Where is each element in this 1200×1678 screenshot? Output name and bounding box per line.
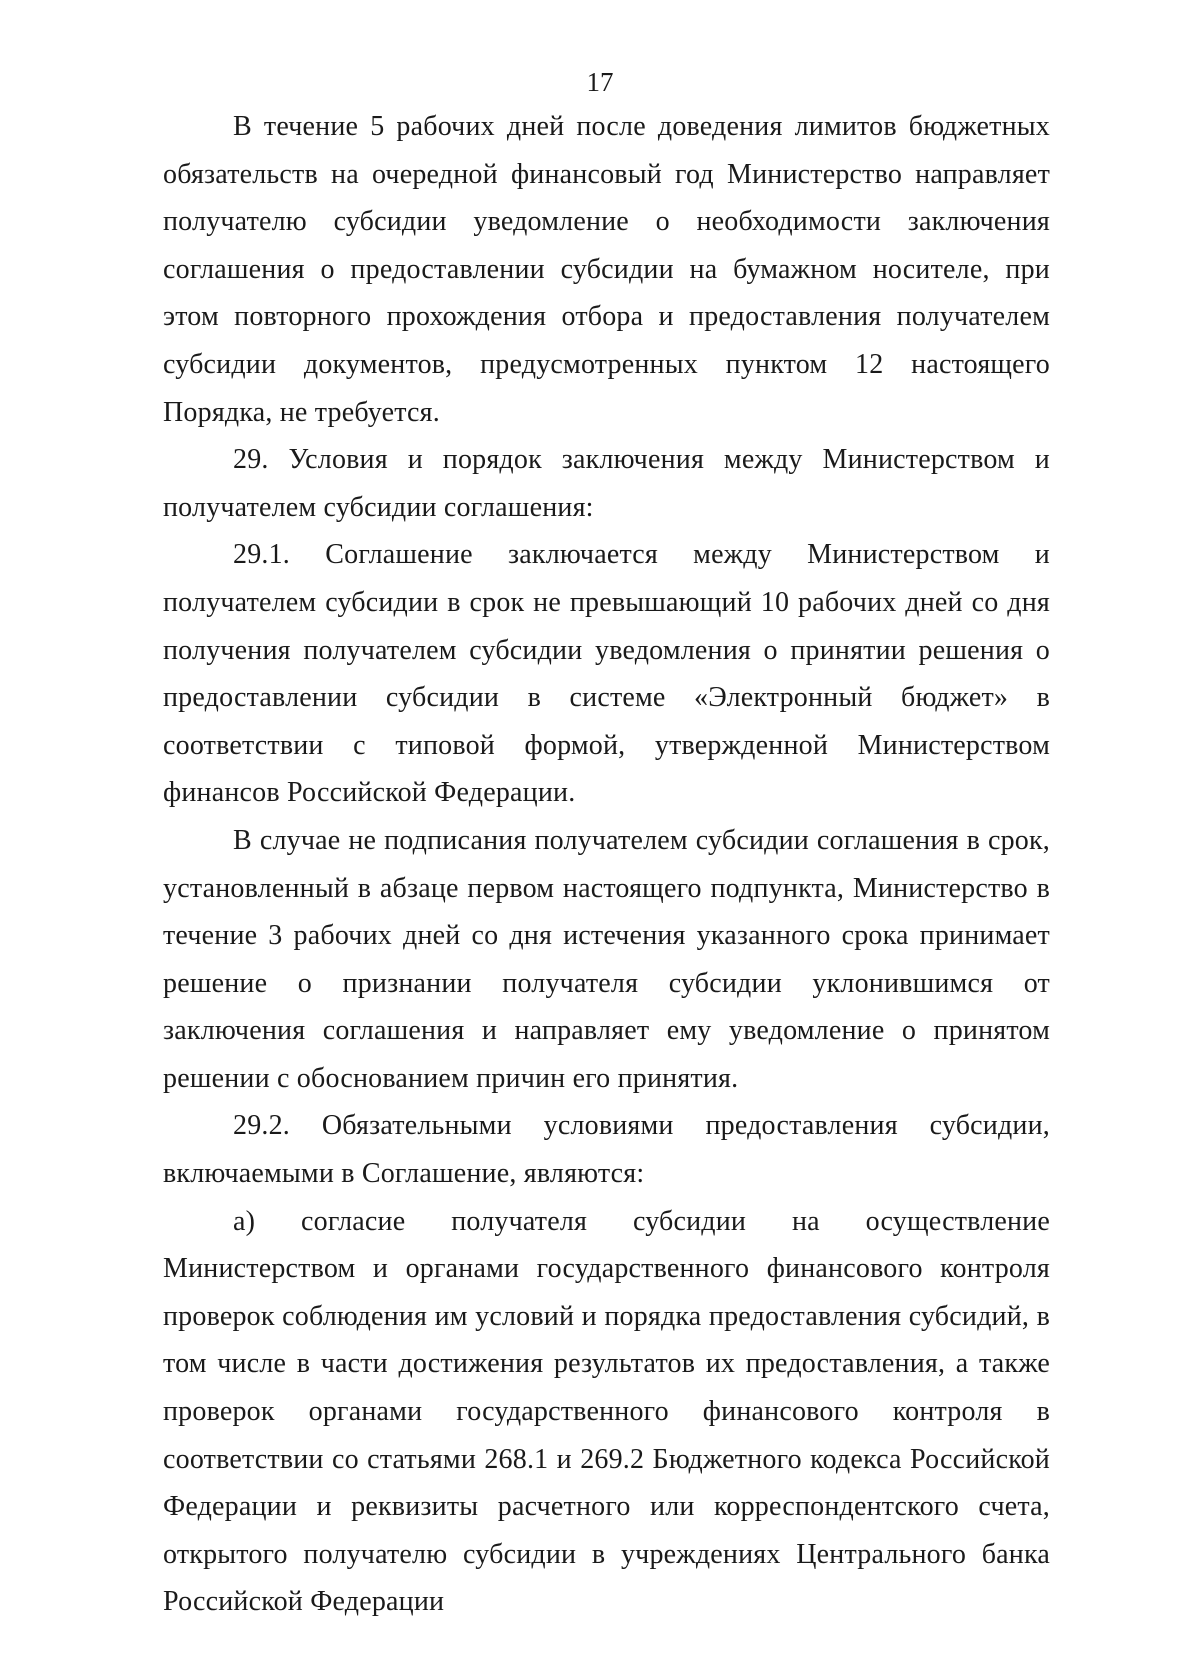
- paragraph-non-signing: В случае не подписания получателем субсидии соглашения в срок, установленный в абзаце первом настоящего подпункта, Министерство в течение 3 рабочих дней со дня истечения указанного срока принимает решение о признании получателя субсидии уклонившимся от заключения соглашения и направляет ему уведомление о принятом решении с обоснованием причин его принятия.: [163, 824, 1050, 1094]
- paragraph-item-29-1: 29.1. Соглашение заключается между Министерством и получателем субсидии в срок не превышающий 10 рабочих дней со дня получения получателем субсидии уведомления о принятии решения о предоставлении субсидии в системе «Электронный бюджет» в соответствии с типовой формой, утвержденной Министерством финансов Российской Федерации.: [163, 539, 1050, 809]
- document-body: [163, 103, 1050, 1626]
- paragraph-item-29: 29. Условия и порядок заключения между Министерством и получателем субсидии соглашения:: [163, 444, 1050, 523]
- paragraph-notice-limits: В течение 5 рабочих дней после доведения лимитов бюджетных обязательств на очередной финансовый год Министерство направляет получателю субсидии уведомление о необходимости заключения соглашения о предоставлении субсидии на бумажном носителе, при этом повторного прохождения отбора и предоставления получателем субсидии документов, предусмотренных пунктом 12 настоящего Порядка, не требуется.: [163, 111, 1050, 428]
- page-number: 17: [586, 67, 614, 97]
- paragraph-item-a: а) согласие получателя субсидии на осуществление Министерством и органами государственного финансового контроля проверок соблюдения им условий и порядка предоставления субсидий, в том числе в части достижения результатов их предоставления, а также проверок органами государственного финансового контроля в соответствии со статьями 268.1 и 269.2 Бюджетного кодекса Российской Федерации и реквизиты расчетного или корреспондентского счета, открытого получателю субсидии в учреждениях Центрального банка Российской Федерации: [163, 1205, 1050, 1618]
- paragraph-item-29-2: 29.2. Обязательными условиями предоставления субсидии, включаемыми в Соглашение, являются:: [163, 1110, 1050, 1190]
